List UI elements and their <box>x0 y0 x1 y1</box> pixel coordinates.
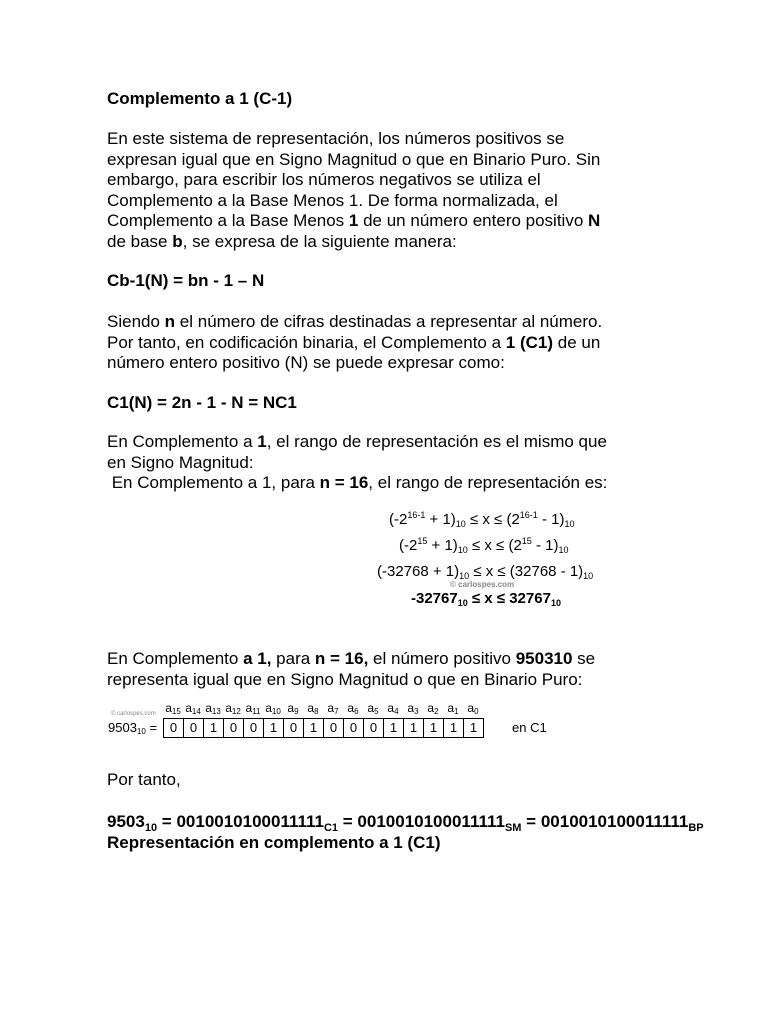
bit-cell: 1 <box>404 719 424 737</box>
bit-cell: 1 <box>424 719 444 737</box>
bit-cell: 1 <box>469 720 478 735</box>
bit-cell: 1 <box>444 719 464 737</box>
bit-index-label: $a_3$ <box>407 701 419 716</box>
text-line: En Complemento a 1, para n = 16, el rango de representación es: <box>107 473 608 492</box>
text-line: Por tanto, en codificación binaria, el Complemento a 1 (C1) de un <box>107 332 601 352</box>
text-line: número entero positivo (N) se puede expresar como: <box>107 353 505 372</box>
bit-index-label: $a_8$ <box>307 701 319 716</box>
text-line: Complemento a la Base Menos 1 de un número entero positivo N <box>107 211 601 230</box>
range-line-1: $(-2^{16-1} + 1)_{10} \le x \le (2^{16-1} - 1)_{10}$ <box>389 510 575 529</box>
bit-index-label: $a_4$ <box>387 701 399 716</box>
bit-cell: 1 <box>304 719 324 737</box>
text-line: Complemento a la Base Menos 1. De forma normalizada, el <box>107 190 558 210</box>
bit-index-label: $a_2$ <box>427 701 439 716</box>
final-caption: Representación en complemento a 1 (C1) <box>107 833 441 852</box>
bit-cell: 0 <box>364 719 384 737</box>
paragraph-9503 <box>107 649 595 690</box>
bit-cell: 0 <box>184 719 204 737</box>
bit-suffix: en C1 <box>512 720 547 735</box>
range-line-4: $-32767_{10} \le x \le 32767_{10}$ <box>411 590 561 608</box>
text-line: En Complemento a 1, para n = 16, el número positivo 950310 se <box>107 649 596 668</box>
bit-index-label: $a_{14}$ <box>185 701 201 716</box>
bit-cell: 1 <box>204 719 224 737</box>
text-line: de base b, se expresa de la siguiente manera: <box>107 231 457 251</box>
bit-index-label: $a_7$ <box>327 701 339 716</box>
formula-c1: C1(N) = 2n - 1 - N = NC1 <box>107 393 297 412</box>
text-line: En Complemento a 1, el rango de representación es el mismo que <box>107 432 607 451</box>
bit-cell: 0 <box>284 719 304 737</box>
bit-cell: 0 <box>164 719 184 737</box>
watermark-bits: © carlospes.com <box>111 711 156 717</box>
formula-cb1: Cb-1(N) = bn - 1 – N <box>107 271 265 290</box>
paragraph-rango <box>107 432 607 494</box>
bit-index-label: $a_0$ <box>467 701 479 716</box>
bit-cell: 0 <box>224 719 244 737</box>
text-line: embargo, para escribir los números negativos se utiliza el <box>107 170 541 189</box>
bit-cell: 1 <box>264 719 284 737</box>
bit-index-label: $a_{12}$ <box>225 701 241 716</box>
bit-cell: 0 <box>344 719 364 737</box>
watermark-range: © carlospes.com <box>450 580 515 589</box>
text-line: en Signo Magnitud: <box>107 452 254 472</box>
final-equation: $9503_{10} = 0010010100011111_{C1} = 0010010100011111_{SM} = 0010010100011111_{BP}$ <box>107 812 704 834</box>
bit-number-label: $9503_{10}$ = <box>108 720 158 736</box>
bit-cell: 1 <box>384 719 404 737</box>
text-line: Siendo n el número de cifras destinadas a representar al número. <box>107 312 603 331</box>
bit-index-label: $a_9$ <box>287 701 299 716</box>
range-line-2: $(-2^{15} + 1)_{10} \le x \le (2^{15} - 1)_{10}$ <box>399 536 569 555</box>
bit-index-label: $a_1$ <box>447 701 459 716</box>
bit-row <box>163 718 484 738</box>
bit-index-label: $a_5$ <box>367 701 379 716</box>
bit-cell: 0 <box>244 719 264 737</box>
range-line-3: $(-32768 + 1)_{10} \le x \le (32768 - 1)_{10}$ <box>377 563 594 581</box>
bit-index-label: $a_{13}$ <box>205 701 221 716</box>
bit-cell: 0 <box>324 719 344 737</box>
por-tanto: Por tanto, <box>107 770 181 789</box>
text-line: En este sistema de representación, los números positivos se <box>107 129 565 148</box>
text-line: representa igual que en Signo Magnitud o que en Binario Puro: <box>107 669 583 689</box>
intro-paragraph <box>107 129 600 252</box>
bit-index-label: $a_{15}$ <box>165 701 181 716</box>
bit-index-label: $a_6$ <box>347 701 359 716</box>
section-title: Complemento a 1 (C-1) <box>107 89 293 108</box>
paragraph-siendo <box>107 312 602 374</box>
bit-index-label: $a_{10}$ <box>265 701 281 716</box>
text-line: expresan igual que en Signo Magnitud o que en Binario Puro. Sin <box>107 149 601 169</box>
bit-index-label: $a_{11}$ <box>245 701 261 716</box>
